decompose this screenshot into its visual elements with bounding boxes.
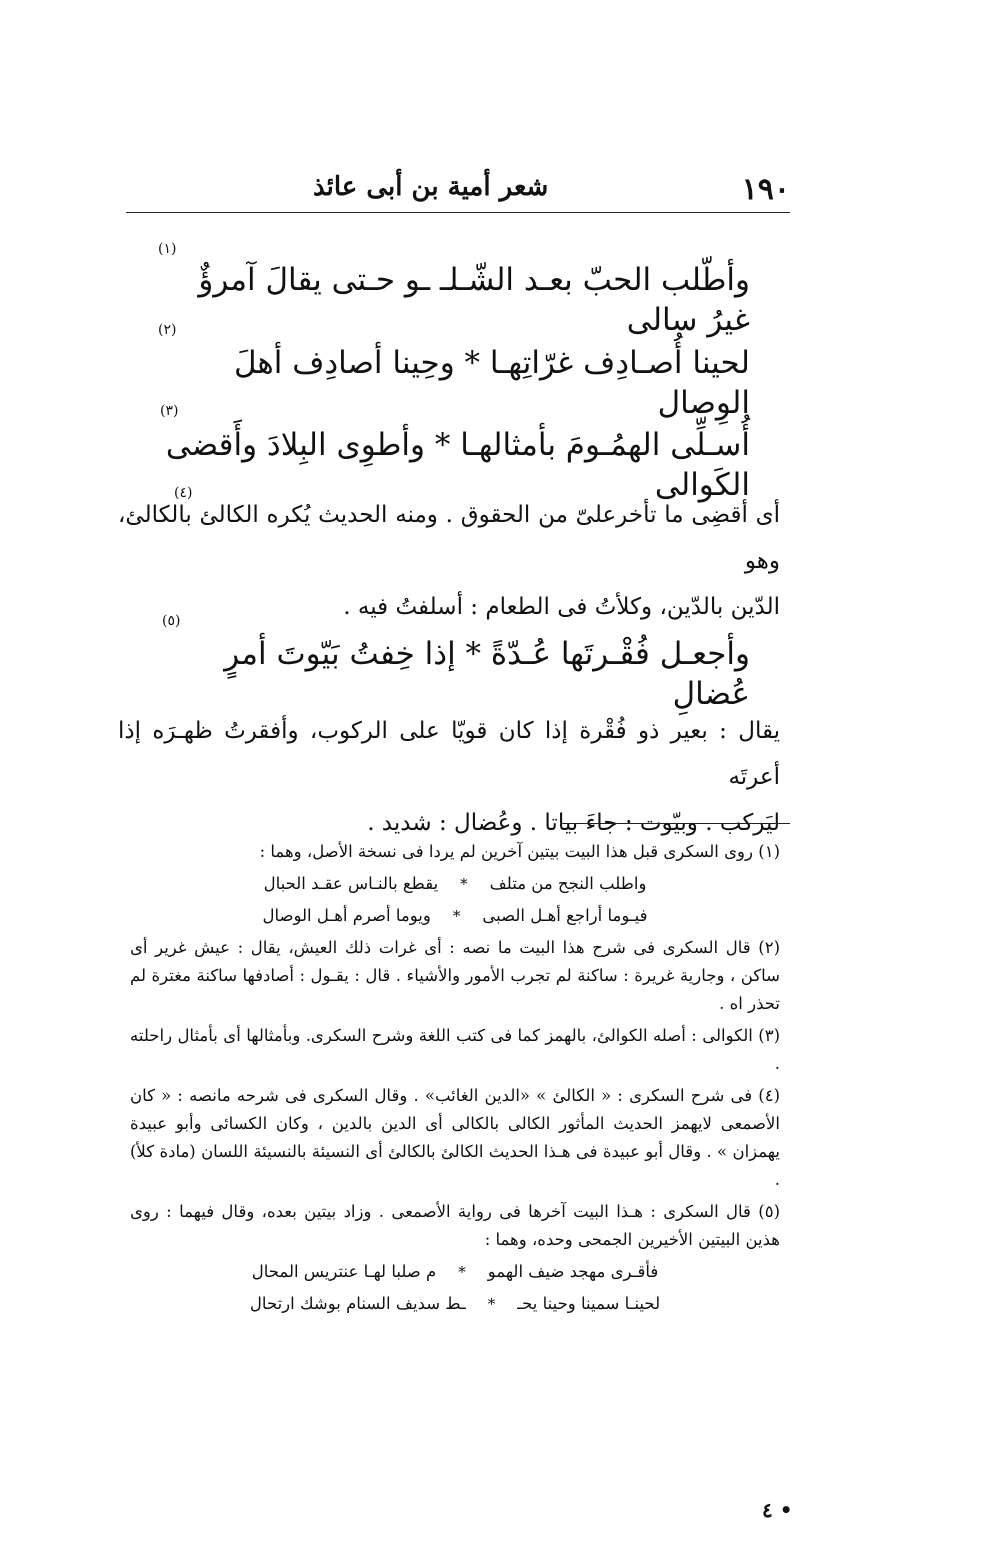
running-title: شعر أمية بن أبى عائذ: [313, 172, 549, 202]
footnote-1-verse-2: [130, 902, 780, 930]
hemistich: فأقـرى مهجد ضيف الهمو: [487, 1262, 659, 1281]
running-head: [128, 168, 790, 208]
asterisk-separator: *: [458, 1263, 466, 1281]
footnote-2: (٢) قال السكرى فى شرح هذا البيت ما نصه : أى غرات ذلك العيش، يقال : عيش غرير أى ساكن ، وجارية غريرة : ساكنة لم تجرب الأمور والأشياء . قال : يقـول : أصادفها ساكنة مغترة لم تحذر اه .: [130, 938, 780, 1013]
commentary-1: [118, 492, 780, 630]
verse-line-1: وأطّلب الحبّ بعـد الشّـلـ ـو حـتى يقالَ آمرؤٌ غيرُ سالى: [198, 262, 750, 338]
footnote-5: (٥) قال السكرى : هـذا البيت آخرها فى رواية الأصمعى . وزاد بيتين بعده، وقال فيهما : روى هذين البيتين الأخيرين الجمحى وحده، وهما :: [130, 1202, 780, 1249]
hemistich: يقطع بالنـاس عقـد الحبال: [263, 874, 439, 893]
footnote-1: (١) روى السكرى قبل هذا البيت بيتين آخرين لم يردا فى نسخة الأصل، وهما :: [259, 842, 780, 861]
asterisk-separator: *: [487, 1295, 496, 1313]
hemistich: واطلب النجح من متلف: [489, 874, 647, 893]
hemistich: ويوما أصرم أهـل الوصال: [262, 906, 431, 925]
footnote-5-verse-2: [130, 1290, 780, 1318]
header-rule: [126, 212, 790, 213]
footnote-5-verse-1: [130, 1258, 780, 1286]
verse-line-4: وأجعـل فُقْـرتَها عُـدّةً * إذا خِفتُ بَيّوتَ أمرٍ عُضالِ: [224, 636, 750, 712]
hemistich: ـط سديف السنام بوشك ارتحال: [249, 1294, 466, 1313]
footnote-marker-1: (١): [158, 241, 177, 257]
footnote-1-verse-1: [130, 870, 780, 898]
hemistich: فيـوما أراجع أهـل الصبى: [482, 906, 648, 925]
footnote-marker-5: (٥): [162, 613, 181, 629]
asterisk-separator: *: [460, 875, 468, 893]
commentary-2-line-2: ليَركب . وبيّوت : جاءَ بياتا . وعُضال : شديد .: [367, 810, 780, 836]
hemistich: لحينـا سمينا وحينا يحـ: [517, 1294, 661, 1313]
commentary-2-line-1: يقال : بعير ذو فُقْرة إذا كان قويّا على الركوب، وأفقرتُ ظهـرَه إذا أعرتَه: [118, 718, 780, 790]
footnote-marker-2: (٢): [158, 322, 177, 338]
commentary-1-line-2: الدّين بالدّين، وكلأتُ فى الطعام : أسلفتُ فيه .: [343, 594, 780, 620]
verse-line-3: أُسـلِّى الهمُـومَ بأمثالهـا * وأطوِى البِلادَ وأَقضى الكَوالى: [165, 427, 750, 503]
verse-line-2: لحينا أُصـادِف غرّاتِهـا * وحِينا أصادِف أهلَ الوِصال: [233, 345, 750, 421]
footnote-3: (٣) الكوالى : أصله الكوالئ، بالهمز كما فى كتب اللغة وشرح السكرى. وبأمثالها أى بأمثال راحلته .: [130, 1026, 780, 1073]
page-number: ١٩٠: [741, 172, 790, 207]
footnotes: [130, 838, 780, 1322]
hemistich: م صلبا لهـا عنتريس المحال: [251, 1262, 437, 1281]
footnote-marker-3: (٣): [160, 403, 179, 419]
footnote-rule: [562, 823, 790, 824]
commentary-2: [118, 708, 780, 846]
asterisk-separator: *: [452, 907, 461, 925]
footnote-marker-4: (٤): [174, 485, 193, 501]
commentary-1-line-1: أى أقضِى ما تأخرعلىّ من الحقوق . ومنه الحديث يُكره الكالئ بالكالئ، وهو: [118, 502, 780, 574]
footnote-4: (٤) فى شرح السكرى : « الكالئ » «الدين الغائب» . وقال السكرى فى شرحه مانصه : « كان الأصمعى لايهمز الحديث المأثور الكالى بالكالى أى الدين بالدين ، وكان الكسائى وأبو عبيدة يهمزان » . وقال أبو عبيدة فى هـذا الحديث الكالئ بالكالئ أى النسيئة بالنسيئة اللسان (مادة كلأ) .: [130, 1086, 780, 1189]
signature-mark: ٤ •: [762, 1498, 793, 1522]
